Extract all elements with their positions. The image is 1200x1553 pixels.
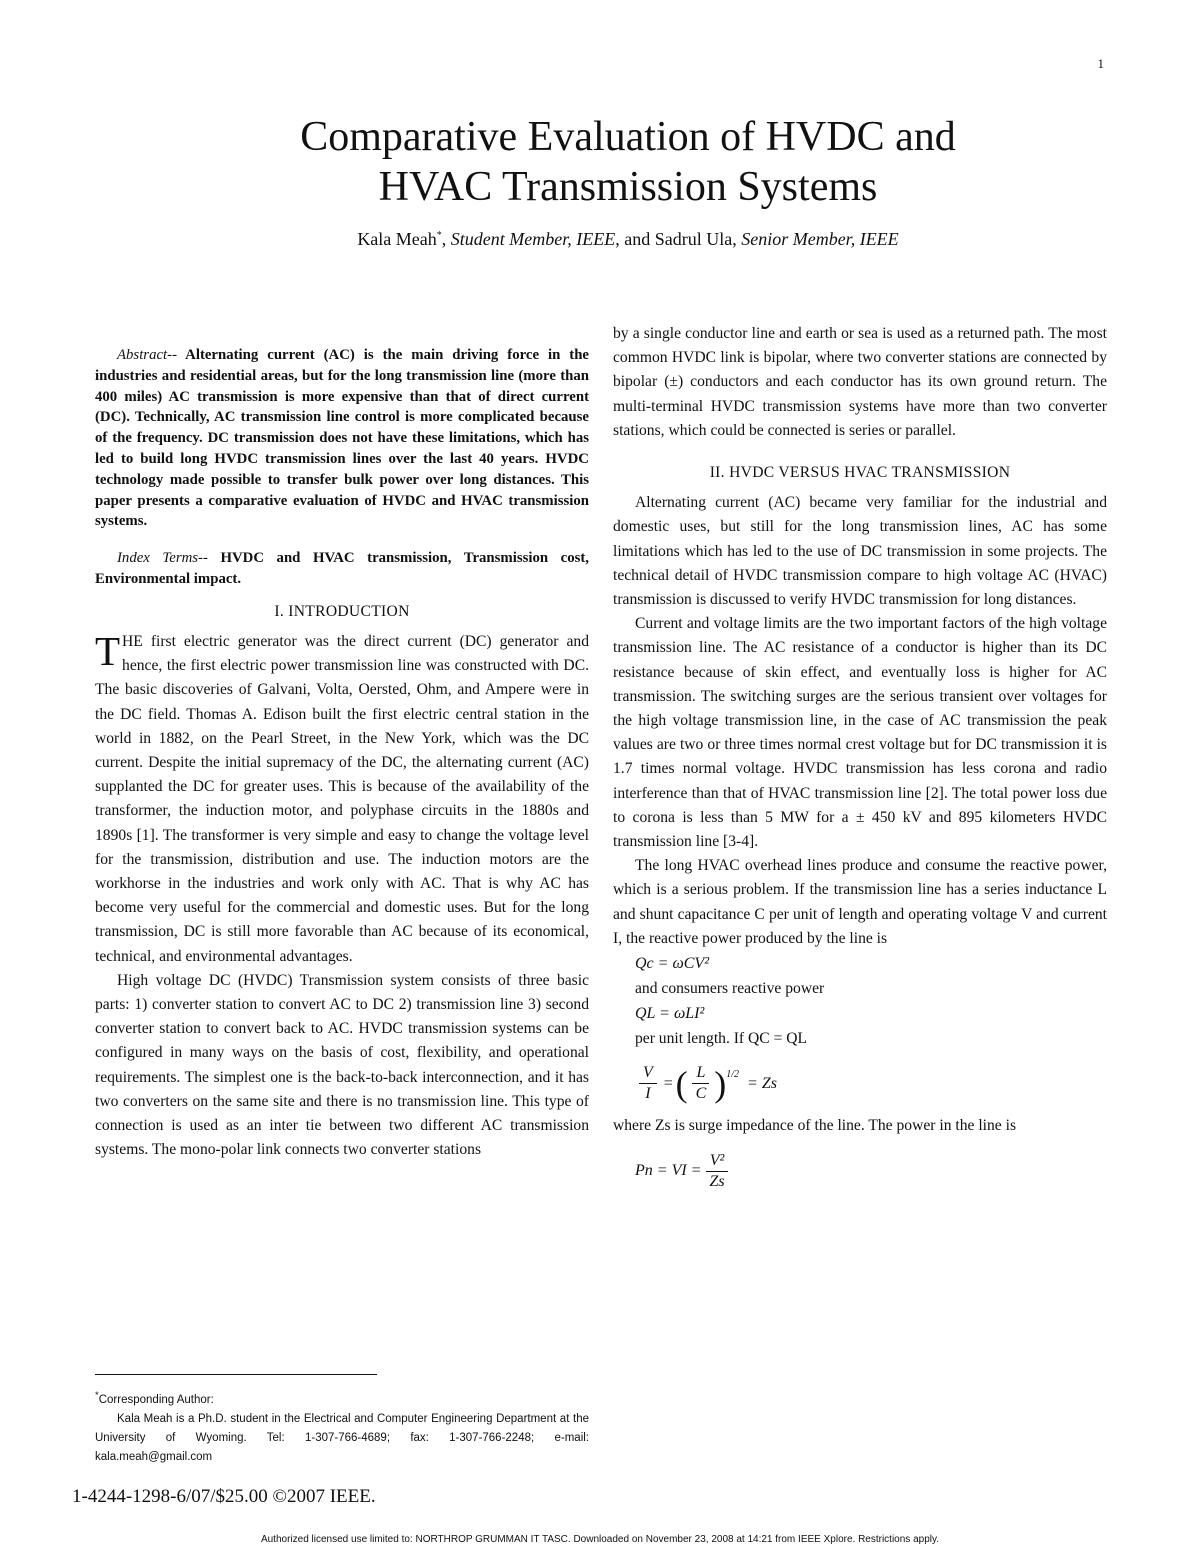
author-1-name: Kala Meah [357, 229, 437, 249]
title-line-2: HVAC Transmission Systems [378, 164, 878, 210]
fraction-numerator: V² [706, 1151, 729, 1172]
page-number: 1 [1097, 56, 1104, 71]
author-joiner: , and [615, 229, 655, 249]
section-1-heading: I. INTRODUCTION [274, 602, 410, 620]
right-column [613, 322, 1107, 1202]
fraction-denominator: C [695, 1085, 707, 1103]
footnote-heading [95, 1386, 589, 1410]
footnote-heading-text: Corresponding Author: [98, 1393, 214, 1406]
author-2-name: Sadrul Ula [654, 229, 733, 249]
index-terms [95, 548, 589, 590]
title-line-1: Comparative Evaluation of HVDC and [300, 114, 956, 160]
left-column [95, 345, 589, 1162]
author-1-mark: * [436, 230, 442, 241]
paper-title [0, 112, 1200, 212]
fraction-denominator: I [645, 1085, 651, 1103]
left-paren: ( [675, 1063, 688, 1104]
fraction-l-over-c [692, 1063, 711, 1104]
equation-qc: Qc = ωCV² [635, 955, 709, 973]
section-2-paragraph-2: Current and voltage limits are the two important factors of the high voltage transmission line. The AC resistance of a conductor is higher than its DC resistance because of skin effect, and eventually loss is higher for AC transmission. The switching surges are the serious transient over voltages for the high voltage transmission line, in the case of AC transmission the peak values are two or three times normal crest voltage but for DC transmission it is 1.7 times normal voltage. HVDC transmission has less corona and radio interference than that of HVAC transmission line [2]. The total power loss due to corona is less than 5 MW for a ± 450 kV and 895 kilometers HVDC transmission line [3-4]. [613, 615, 1107, 851]
footnote-mark: * [95, 1390, 99, 1401]
equation-power-lhs: Pn = VI = [635, 1162, 702, 1180]
fraction-v2-over-zs [705, 1151, 728, 1192]
section-2-heading: II. HVDC VERSUS HVAC TRANSMISSION [709, 464, 1011, 482]
author-2-affiliation: Senior Member, IEEE [741, 229, 899, 249]
fraction-v-over-i [639, 1063, 657, 1104]
abstract-lead: Abstract-- [117, 347, 177, 363]
intro-paragraph-2-continued: by a single conductor line and earth or sea is used as a returned path. The most common HVDC link is bipolar, where two converter stations are connected by bipolar (±) conductors and each conductor has its own ground return. The multi-terminal HVDC transmission systems have more than two converter stations, which could be connected is series or parallel. [613, 325, 1107, 439]
right-paren: ) [714, 1063, 727, 1104]
footnote-divider [95, 1374, 377, 1375]
index-terms-text: HVDC and HVAC transmission, Transmission cost, Environmental impact. [95, 550, 590, 587]
drop-cap: T [95, 627, 121, 674]
footnote [95, 1386, 589, 1467]
intro-paragraph-2: High voltage DC (HVDC) Transmission system consists of three basic parts: 1) converter station to convert AC to DC 2) transmission line 3) second converter station to convert back to AC. HVDC transmission systems can be configured in many ways on the basis of cost, flexibility, and operational requirements. The simplest one is the back-to-back interconnection, and it has two converters on the same site and there is no transmission line. This type of connection is used as an inter tie between two different AC transmission systems. The mono-polar link connects two converter stations [95, 971, 589, 1159]
intro-paragraph-1-text: HE first electric generator was the direct current (DC) generator and hence, the first electric power transmission line was constructed with DC. The basic discoveries of Galvani, Volta, Oersted, Ohm, and Ampere were in the DC field. Thomas A. Edison built the first electric central station in the world in 1882, on the Pearl Street, in the New York, which was the DC current. Despite the initial supremacy of the DC, the alternating current (AC) supplanted the DC for greater uses. This is because of the availability of the transformer, the induction motor, and polyphase circuits in the 1880s and 1890s [1]. The transformer is very simple and easy to change the voltage level for the transmission, distribution and use. The induction motors are the workhorse in the industries and work only with AC. That is why AC has become very useful for the commercial and domestic uses. But for the long transmission, DC is still more favorable than AC because of its economical, technical, and environmental advantages. [95, 632, 589, 965]
exponent: 1/2 [726, 1069, 740, 1081]
index-terms-lead: Index Terms-- [117, 550, 208, 567]
footnote-body: Kala Meah is a Ph.D. student in the Electrical and Computer Engineering Department at the University of Wyoming. Tel: 1-307-766-4689; fax: 1-307-766-2248; e-mail: kala.meah@gmail.com [95, 1412, 589, 1463]
fraction-numerator: L [692, 1063, 709, 1084]
equation-surge-impedance: $\frac{V}{I}$ = ( $\frac{L}{C}$ ) 1/2 = Zs [635, 1063, 1107, 1104]
fraction-denominator: Zs [709, 1172, 725, 1190]
author-1-affiliation: Student Member, IEEE [450, 229, 616, 249]
section-2-paragraph-3: The long HVAC overhead lines produce and consume the reactive power, which is a serious problem. If the transmission line has a series inductance L and shunt capacitance C per unit of length and operating voltage V and current I, the reactive power produced by the line is [613, 857, 1107, 947]
equation-power [635, 1151, 1107, 1192]
consumes-text: and consumers reactive power [635, 980, 825, 998]
abstract-text: Alternating current (AC) is the main driving force in the industries and residential areas, but for the long transmission line (more than 400 miles) AC transmission is more expensive than that of direct current (DC). Technically, AC transmission line control is more complicated because of the frequency. DC transmission does not have these limitations, which has led to build long HVDC transmission lines over the last 40 years. HVDC technology made possible to transfer bulk power over long distances. This paper presents a comparative evaluation of HVDC and HVAC transmission systems. [95, 347, 589, 530]
where-text: where Zs is surge impedance of the line. The power in the line is [613, 1117, 1017, 1135]
abstract [95, 345, 589, 532]
copyright-line: 1-4244-1298-6/07/$25.00 ©2007 IEEE. [72, 1486, 376, 1507]
equation-rhs: = Zs [747, 1074, 777, 1092]
author-line: Kala Meah*, Student Member, IEEE, and Sadrul Ula, Senior Member, IEEE [357, 229, 899, 249]
per-unit-text: per unit length. If QC = QL [635, 1030, 808, 1048]
section-2-paragraph-1: Alternating current (AC) became very familiar for the industrial and domestic uses, but still for the long transmission lines, AC has some limitations which has led to the use of DC transmission in some projects. The technical detail of HVDC transmission compare to high voltage AC (HVAC) transmission is discussed to verify HVDC transmission for long distances. [613, 494, 1107, 609]
equation-ql: QL = ωLI² [635, 1005, 705, 1023]
intro-paragraph-1 [95, 627, 589, 969]
license-notice: Authorized licensed use limited to: NORTHROP GRUMMAN IT TASC. Downloaded on November 23, 2008 at 14:21 from IEEE Xplore. Restrictions apply. [260, 1534, 940, 1545]
fraction-numerator: V [639, 1063, 657, 1084]
